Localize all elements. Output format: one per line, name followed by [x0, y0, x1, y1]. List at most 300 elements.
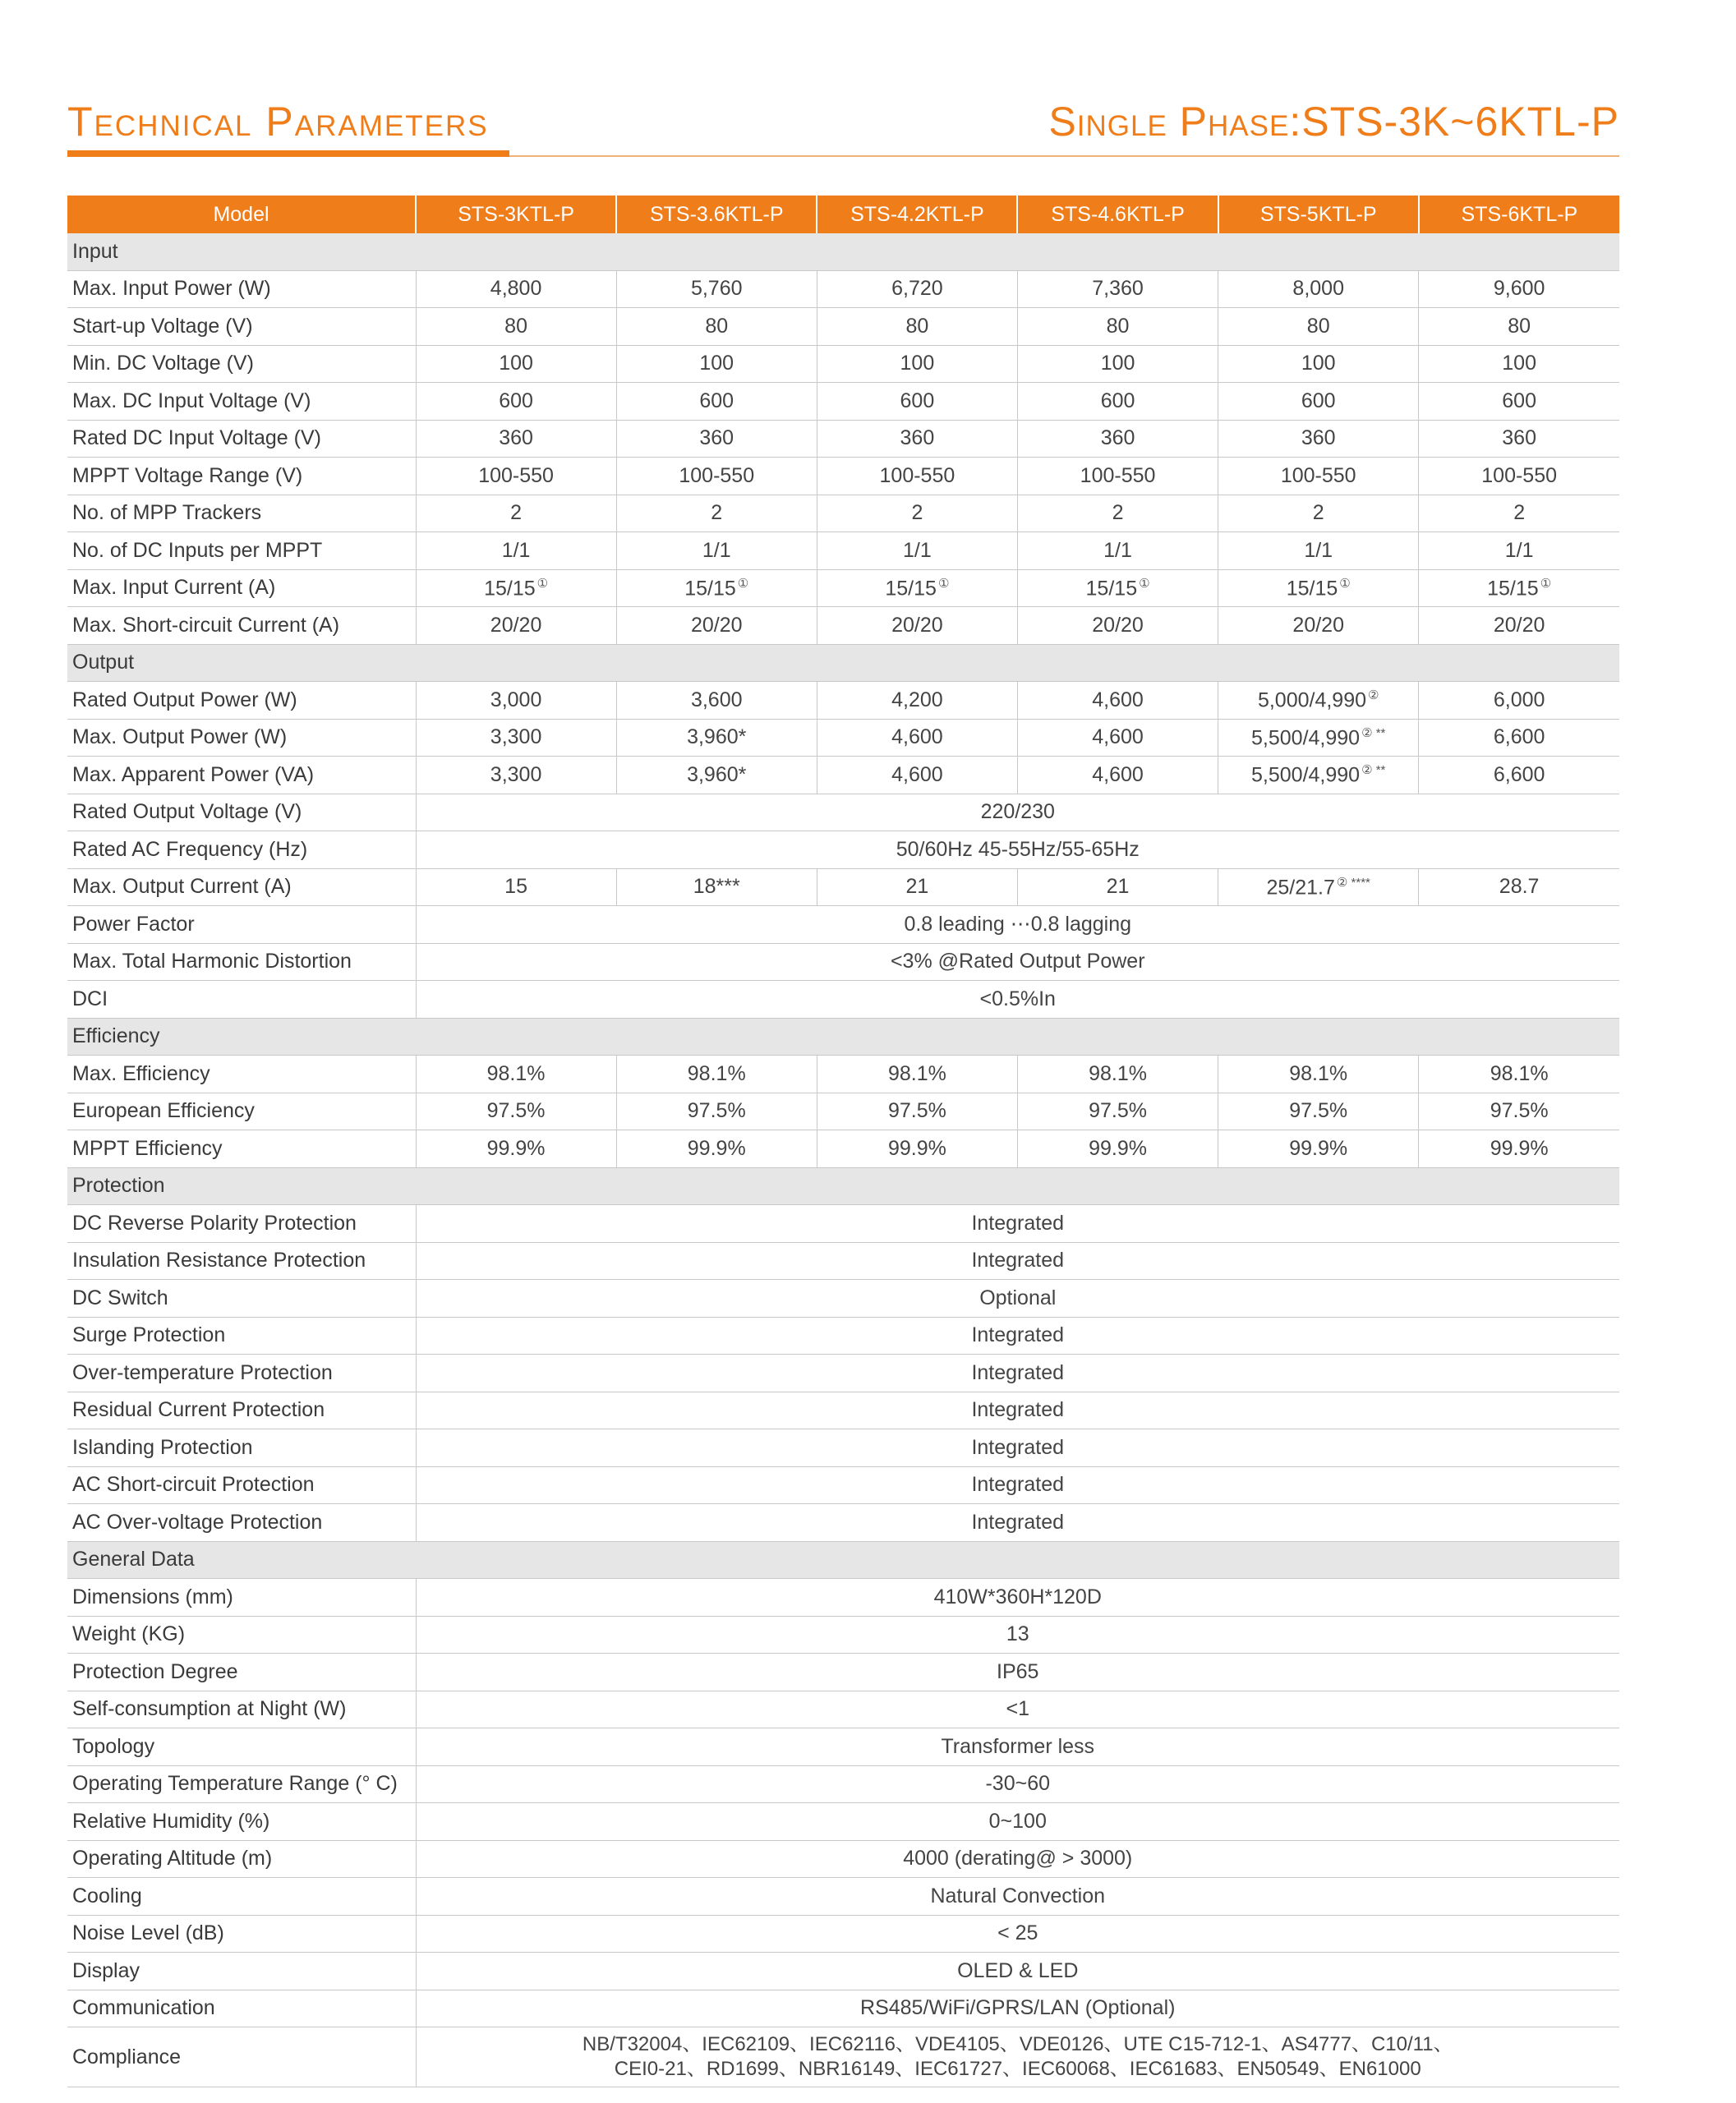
table-row: [67, 1317, 1619, 1355]
value-cell: [817, 270, 1017, 308]
section-header-row: [67, 233, 1619, 270]
value-cell: [416, 532, 616, 570]
row-label: DC Switch: [67, 1280, 416, 1318]
cell-value: 1/1: [1103, 538, 1132, 562]
value-cell: [1218, 682, 1419, 720]
value-cell: [1218, 569, 1419, 607]
value-cell: [616, 1130, 817, 1168]
footnote-marker: ② **: [1361, 725, 1386, 740]
cell-value: 100: [499, 352, 533, 375]
value-cell: [817, 532, 1017, 570]
value-cell: [416, 495, 616, 532]
cell-value: 98.1%: [1289, 1061, 1348, 1085]
value-cell: [1419, 757, 1619, 794]
value-cell: [1419, 345, 1619, 383]
row-label: Max. Efficiency: [67, 1056, 416, 1093]
cell-value: 100-550: [879, 463, 955, 487]
row-label: Self-consumption at Night (W): [67, 1691, 416, 1728]
cell-value: 2: [510, 501, 523, 525]
row-label: Max. Input Current (A): [67, 569, 416, 607]
value-cell: [817, 569, 1017, 607]
value-cell: [1218, 383, 1419, 421]
table-row: [67, 420, 1619, 458]
cell-value: 600: [900, 389, 935, 412]
merged-value-cell: 13: [416, 1616, 1619, 1654]
model-column-header: STS-6KTL-P: [1419, 196, 1619, 233]
cell-value: 21: [1106, 875, 1130, 899]
footnote-marker: ② ****: [1336, 875, 1370, 890]
section-header-row: [67, 1541, 1619, 1579]
row-label: Insulation Resistance Protection: [67, 1242, 416, 1280]
value-cell: [817, 682, 1017, 720]
value-cell: [416, 682, 616, 720]
table-row: [67, 345, 1619, 383]
cell-value: 1/1: [501, 538, 531, 562]
row-label: Power Factor: [67, 906, 416, 944]
value-cell: [1017, 868, 1218, 906]
value-cell: [1218, 757, 1419, 794]
cell-value: 2: [1312, 501, 1324, 525]
table-row: [67, 868, 1619, 906]
row-label: Rated Output Power (W): [67, 682, 416, 720]
row-label: Rated Output Voltage (V): [67, 794, 416, 831]
cell-value: 80: [1508, 314, 1531, 338]
cell-value: 360: [699, 426, 734, 450]
value-cell: [1218, 532, 1419, 570]
cell-value: 600: [1502, 389, 1536, 412]
value-cell: [1419, 607, 1619, 645]
table-row: [67, 1616, 1619, 1654]
value-cell: [1017, 495, 1218, 532]
value-cell: [817, 495, 1017, 532]
cell-value: 100: [699, 352, 734, 375]
value-cell: [1419, 308, 1619, 346]
merged-value-cell: <0.5%In: [416, 981, 1619, 1019]
value-cell: [616, 719, 817, 757]
cell-value: 1/1: [1304, 538, 1333, 562]
value-cell: [616, 868, 817, 906]
cell-value: 98.1%: [486, 1061, 546, 1085]
table-row: [67, 1990, 1619, 2027]
row-label: Operating Temperature Range (° C): [67, 1765, 416, 1803]
section-header-row: [67, 1018, 1619, 1056]
footnote-marker: ①: [1139, 576, 1150, 591]
cell-value: 1/1: [903, 538, 932, 562]
cell-value: 4,600: [1092, 762, 1144, 786]
cell-value: 2: [911, 501, 923, 525]
footnote-marker: ①: [1339, 576, 1351, 591]
table-row: [67, 1878, 1619, 1916]
value-cell: [616, 569, 817, 607]
cell-value: 20/20: [1092, 613, 1144, 637]
row-label: Islanding Protection: [67, 1429, 416, 1467]
cell-value: 360: [499, 426, 533, 450]
row-label: Communication: [67, 1990, 416, 2027]
cell-value: 20/20: [490, 613, 542, 637]
value-cell: [1218, 308, 1419, 346]
table-row: [67, 1392, 1619, 1429]
value-cell: [1017, 532, 1218, 570]
value-cell: [616, 1093, 817, 1130]
value-cell: [1419, 458, 1619, 495]
value-cell: [817, 308, 1017, 346]
table-row: [67, 1840, 1619, 1878]
cell-value: 600: [1301, 389, 1336, 412]
cell-value: 4,800: [490, 277, 542, 301]
value-cell: [1218, 495, 1419, 532]
cell-value: 15/15: [885, 576, 937, 600]
merged-value-cell: Integrated: [416, 1504, 1619, 1542]
value-cell: [416, 458, 616, 495]
row-label: Surge Protection: [67, 1317, 416, 1355]
cell-value: 600: [699, 389, 734, 412]
value-cell: [616, 383, 817, 421]
table-row: [67, 1280, 1619, 1318]
value-cell: [1419, 868, 1619, 906]
cell-value: 20/20: [891, 613, 943, 637]
value-cell: [1017, 345, 1218, 383]
merged-value-cell: 4000 (derating@ > 3000): [416, 1840, 1619, 1878]
cell-value: 3,000: [490, 688, 542, 711]
cell-value: 5,500/4,990: [1251, 763, 1361, 787]
cell-value: 5,760: [690, 277, 743, 301]
value-cell: [416, 1056, 616, 1093]
cell-value: 15/15: [1085, 576, 1138, 600]
value-cell: [1419, 420, 1619, 458]
cell-value: 99.9%: [486, 1136, 546, 1160]
row-label: Topology: [67, 1728, 416, 1766]
value-cell: [817, 1056, 1017, 1093]
table-row: [67, 719, 1619, 757]
row-label: Noise Level (dB): [67, 1915, 416, 1953]
footnote-marker: ②: [1368, 688, 1379, 703]
table-row: [67, 794, 1619, 831]
row-label: European Efficiency: [67, 1093, 416, 1130]
value-cell: [416, 607, 616, 645]
table-row: [67, 831, 1619, 869]
footnote-marker: ①: [536, 576, 549, 591]
table-row: [67, 1130, 1619, 1168]
cell-value: 2: [1513, 501, 1526, 525]
value-cell: [1419, 569, 1619, 607]
subtitle-model: STS-3K~6KTL-P: [1301, 99, 1619, 145]
cell-value: 5,500/4,990: [1251, 725, 1361, 749]
table-row: [67, 2027, 1619, 2087]
model-column-header: STS-5KTL-P: [1218, 196, 1419, 233]
cell-value: 20/20: [1292, 613, 1344, 637]
table-row: [67, 1429, 1619, 1467]
value-cell: [616, 682, 817, 720]
value-cell: [817, 868, 1017, 906]
cell-value: 2: [711, 501, 723, 525]
value-cell: [416, 569, 616, 607]
value-cell: [616, 495, 817, 532]
cell-value: 3,600: [690, 688, 743, 711]
merged-value-cell: Integrated: [416, 1317, 1619, 1355]
value-cell: [416, 1130, 616, 1168]
row-label: Min. DC Voltage (V): [67, 345, 416, 383]
row-label: Display: [67, 1953, 416, 1990]
row-label: MPPT Voltage Range (V): [67, 458, 416, 495]
table-row: [67, 1355, 1619, 1392]
table-row: [67, 569, 1619, 607]
row-label: Max. Total Harmonic Distortion: [67, 943, 416, 981]
value-cell: [817, 383, 1017, 421]
value-cell: [1419, 270, 1619, 308]
value-cell: [1419, 383, 1619, 421]
cell-value: 4,600: [891, 725, 943, 749]
value-cell: [616, 607, 817, 645]
value-cell: [1218, 719, 1419, 757]
table-row: [67, 607, 1619, 645]
value-cell: [416, 383, 616, 421]
value-cell: [1017, 308, 1218, 346]
section-title: Protection: [67, 1167, 1619, 1205]
model-column-header: STS-3.6KTL-P: [616, 196, 817, 233]
cell-value: 100: [900, 352, 935, 375]
cell-value: 98.1%: [1089, 1061, 1147, 1085]
cell-value: 100-550: [1280, 463, 1356, 487]
section-title: Input: [67, 233, 1619, 270]
cell-value: 360: [1502, 426, 1536, 450]
table-row: [67, 1242, 1619, 1280]
row-label: Operating Altitude (m): [67, 1840, 416, 1878]
value-cell: [1218, 1130, 1419, 1168]
value-cell: [1017, 383, 1218, 421]
cell-value: 15: [504, 875, 527, 899]
merged-value-cell: -30~60: [416, 1765, 1619, 1803]
merged-value-cell: <1: [416, 1691, 1619, 1728]
merged-value-cell: Integrated: [416, 1392, 1619, 1429]
value-cell: [1419, 1130, 1619, 1168]
cell-value: 20/20: [1493, 613, 1545, 637]
footnote-marker: ①: [737, 576, 749, 591]
row-label: No. of DC Inputs per MPPT: [67, 532, 416, 570]
value-cell: [1218, 607, 1419, 645]
value-cell: [1017, 420, 1218, 458]
value-cell: [1218, 1056, 1419, 1093]
cell-value: 3,960*: [687, 762, 747, 786]
value-cell: [416, 420, 616, 458]
cell-value: 99.9%: [1490, 1136, 1549, 1160]
value-cell: [1419, 719, 1619, 757]
table-row: [67, 981, 1619, 1019]
table-row: [67, 1205, 1619, 1243]
value-cell: [1017, 607, 1218, 645]
value-cell: [1218, 420, 1419, 458]
row-label: Start-up Voltage (V): [67, 308, 416, 346]
cell-value: 15/15: [1286, 576, 1338, 600]
row-label: Rated AC Frequency (Hz): [67, 831, 416, 869]
table-row: [67, 495, 1619, 532]
value-cell: [817, 420, 1017, 458]
cell-value: 9,600: [1493, 277, 1545, 301]
section-title: Output: [67, 644, 1619, 682]
table-row: [67, 906, 1619, 944]
row-label: Relative Humidity (%): [67, 1803, 416, 1841]
merged-value-cell: RS485/WiFi/GPRS/LAN (Optional): [416, 1990, 1619, 2027]
row-label: No. of MPP Trackers: [67, 495, 416, 532]
table-row: [67, 1765, 1619, 1803]
value-cell: [616, 420, 817, 458]
row-label: Max. Output Current (A): [67, 868, 416, 906]
page-subtitle: [1048, 97, 1619, 146]
value-cell: [616, 270, 817, 308]
cell-value: 99.9%: [687, 1136, 746, 1160]
compliance-line: CEI0-21、RD1699、NBR16149、IEC61727、IEC60068、IEC61683、EN50549、EN61000: [614, 2058, 1421, 2080]
table-row: [67, 943, 1619, 981]
value-cell: [616, 458, 817, 495]
table-row: [67, 532, 1619, 570]
cell-value: 15/15: [1487, 576, 1539, 600]
table-row: [67, 1504, 1619, 1542]
cell-value: 360: [1100, 426, 1135, 450]
value-cell: [817, 345, 1017, 383]
row-label: Max. DC Input Voltage (V): [67, 383, 416, 421]
cell-value: 1/1: [1504, 538, 1534, 562]
value-cell: [1218, 270, 1419, 308]
merged-value-cell: 220/230: [416, 794, 1619, 831]
table-row: [67, 1915, 1619, 1953]
row-label: MPPT Efficiency: [67, 1130, 416, 1168]
merged-value-cell: IP65: [416, 1654, 1619, 1691]
cell-value: 360: [900, 426, 935, 450]
cell-value: 4,200: [891, 688, 943, 711]
value-cell: [1218, 345, 1419, 383]
value-cell: [416, 308, 616, 346]
cell-value: 18***: [693, 875, 740, 899]
cell-value: 97.5%: [1490, 1099, 1549, 1123]
value-cell: [817, 458, 1017, 495]
value-cell: [416, 719, 616, 757]
cell-value: 97.5%: [687, 1099, 746, 1123]
cell-value: 28.7: [1499, 875, 1540, 899]
cell-value: 80: [1106, 314, 1130, 338]
cell-value: 600: [499, 389, 533, 412]
cell-value: 100-550: [478, 463, 554, 487]
cell-value: 15/15: [684, 576, 736, 600]
cell-value: 1/1: [702, 538, 731, 562]
value-cell: [616, 308, 817, 346]
page-title: Technical Parameters: [67, 99, 489, 145]
value-cell: [1017, 569, 1218, 607]
value-cell: [1017, 458, 1218, 495]
merged-value-cell: Transformer less: [416, 1728, 1619, 1766]
cell-value: 7,360: [1092, 277, 1144, 301]
spec-table: [67, 196, 1619, 2087]
cell-value: 6,720: [891, 277, 943, 301]
footnote-marker: ①: [937, 576, 950, 591]
value-cell: [616, 345, 817, 383]
table-row: [67, 1093, 1619, 1130]
table-row: [67, 1953, 1619, 1990]
cell-value: 4,600: [891, 762, 943, 786]
merged-value-cell: Natural Convection: [416, 1878, 1619, 1916]
cell-value: 99.9%: [1089, 1136, 1147, 1160]
row-label: DCI: [67, 981, 416, 1019]
cell-value: 80: [1306, 314, 1330, 338]
value-cell: [817, 607, 1017, 645]
value-cell: [616, 532, 817, 570]
merged-value-cell: Integrated: [416, 1205, 1619, 1243]
cell-value: 100-550: [679, 463, 755, 487]
cell-value: 97.5%: [1089, 1099, 1147, 1123]
cell-value: 3,960*: [687, 725, 747, 749]
model-header: Model: [67, 196, 416, 233]
value-cell: [416, 868, 616, 906]
model-column-header: STS-4.2KTL-P: [817, 196, 1017, 233]
value-cell: [416, 345, 616, 383]
value-cell: [1218, 458, 1419, 495]
value-cell: [1419, 1093, 1619, 1130]
table-row: [67, 757, 1619, 794]
cell-value: 6,600: [1493, 762, 1545, 786]
table-row: [67, 1466, 1619, 1504]
row-label: Compliance: [67, 2027, 416, 2087]
value-cell: [1419, 532, 1619, 570]
cell-value: 5,000/4,990: [1257, 688, 1367, 712]
table-row: [67, 1803, 1619, 1841]
value-cell: [1017, 1130, 1218, 1168]
compliance-line: NB/T32004、IEC62109、IEC62116、VDE4105、VDE0126、UTE C15-712-1、AS4777、C10/11、: [582, 2033, 1453, 2055]
cell-value: 98.1%: [887, 1061, 946, 1085]
cell-value: 4,600: [1092, 725, 1144, 749]
value-cell: [1017, 719, 1218, 757]
row-label: AC Over-voltage Protection: [67, 1504, 416, 1542]
value-cell: [1017, 270, 1218, 308]
row-label: Rated DC Input Voltage (V): [67, 420, 416, 458]
table-row: [67, 1691, 1619, 1728]
cell-value: 100: [1100, 352, 1135, 375]
cell-value: 100: [1301, 352, 1336, 375]
merged-value-cell: Optional: [416, 1280, 1619, 1318]
value-cell: [1419, 1056, 1619, 1093]
value-cell: [1218, 1093, 1419, 1130]
value-cell: [616, 1056, 817, 1093]
merged-value-cell: <3% @Rated Output Power: [416, 943, 1619, 981]
section-header-row: [67, 644, 1619, 682]
section-title: General Data: [67, 1541, 1619, 1579]
row-label: Residual Current Protection: [67, 1392, 416, 1429]
cell-value: 15/15: [484, 576, 536, 600]
value-cell: [1017, 682, 1218, 720]
spec-table-body: [67, 233, 1619, 2087]
value-cell: [1419, 682, 1619, 720]
merged-value-cell: 410W*360H*120D: [416, 1579, 1619, 1617]
table-row: [67, 1579, 1619, 1617]
row-label: AC Short-circuit Protection: [67, 1466, 416, 1504]
footnote-marker: ①: [1540, 576, 1552, 591]
row-label: Cooling: [67, 1878, 416, 1916]
cell-value: 6,000: [1493, 688, 1545, 711]
value-cell: [1017, 1093, 1218, 1130]
cell-value: 21: [905, 875, 929, 899]
row-label: Max. Output Power (W): [67, 719, 416, 757]
cell-value: 100: [1502, 352, 1536, 375]
row-label: Protection Degree: [67, 1654, 416, 1691]
merged-value-cell: Integrated: [416, 1242, 1619, 1280]
merged-value-cell: Integrated: [416, 1466, 1619, 1504]
cell-value: 25/21.7: [1266, 875, 1335, 899]
row-label: Over-temperature Protection: [67, 1355, 416, 1392]
table-header-row: [67, 196, 1619, 233]
table-row: [67, 308, 1619, 346]
table-row: [67, 383, 1619, 421]
row-label: Max. Input Power (W): [67, 270, 416, 308]
value-cell: [817, 757, 1017, 794]
cell-value: 99.9%: [1289, 1136, 1348, 1160]
cell-value: 80: [905, 314, 929, 338]
